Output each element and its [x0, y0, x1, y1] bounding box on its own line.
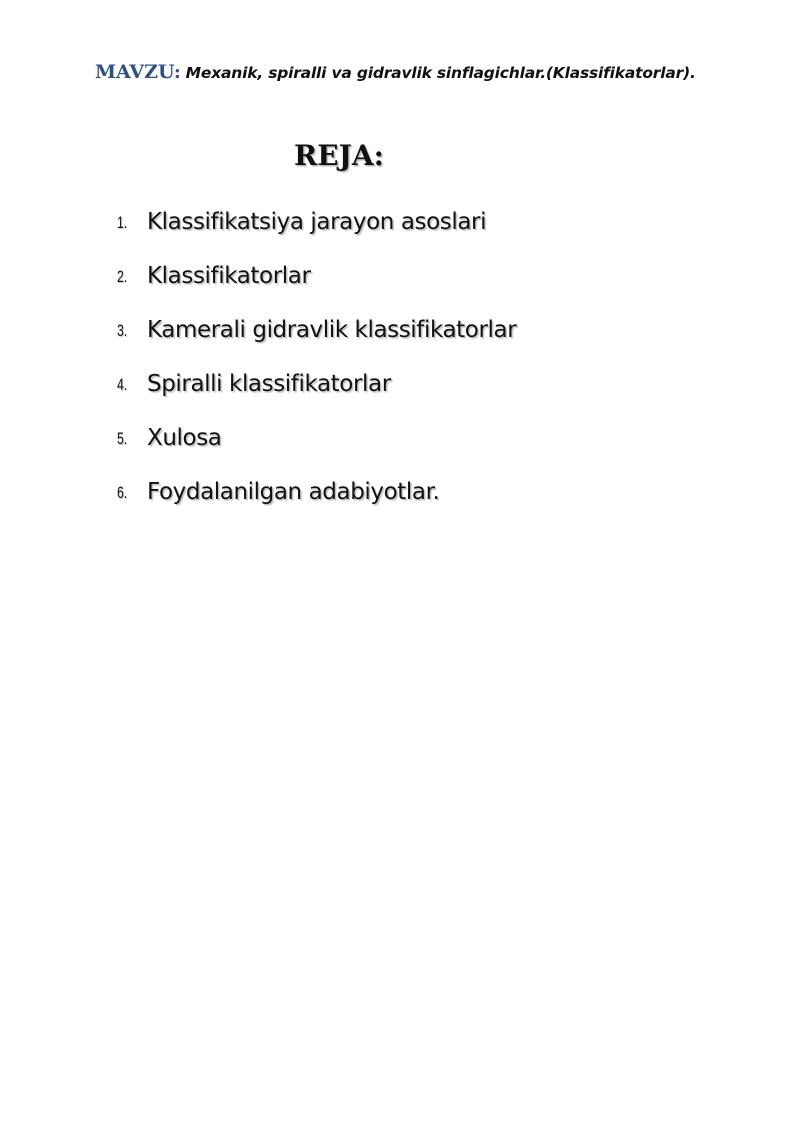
- plan-item-number: 2.: [117, 267, 128, 286]
- plan-item-number: 5.: [117, 429, 128, 448]
- plan-item-5: [0, 416, 800, 470]
- plan-item-2: [0, 254, 800, 308]
- plan-item-number: 4.: [117, 375, 128, 394]
- plan-item-text: Spiralli klassifikatorlar: [147, 371, 391, 397]
- plan-item-1: [0, 200, 800, 254]
- plan-item-text: Kamerali gidravlik klassifikatorlar: [147, 317, 517, 343]
- plan-item-number: 1.: [117, 213, 128, 232]
- plan-item-text: Foydalanilgan adabiyotlar.: [147, 479, 440, 505]
- plan-item-text: Xulosa: [147, 425, 222, 451]
- plan-item-4: [0, 362, 800, 416]
- topic-label: MAVZU:: [95, 61, 181, 83]
- topic-heading: [95, 58, 785, 87]
- plan-item-6: [0, 470, 800, 524]
- plan-list: [0, 200, 800, 524]
- plan-item-text: Klassifikatsiya jarayon asoslari: [147, 209, 487, 235]
- plan-title: REJA:: [294, 139, 384, 172]
- plan-item-3: [0, 308, 800, 362]
- plan-item-number: 6.: [117, 483, 128, 502]
- topic-text: Mexanik, spiralli va gidravlik sinflagichlar.(Klassifikatorlar).: [185, 64, 696, 82]
- plan-item-number: 3.: [117, 321, 128, 340]
- plan-item-text: Klassifikatorlar: [147, 263, 311, 289]
